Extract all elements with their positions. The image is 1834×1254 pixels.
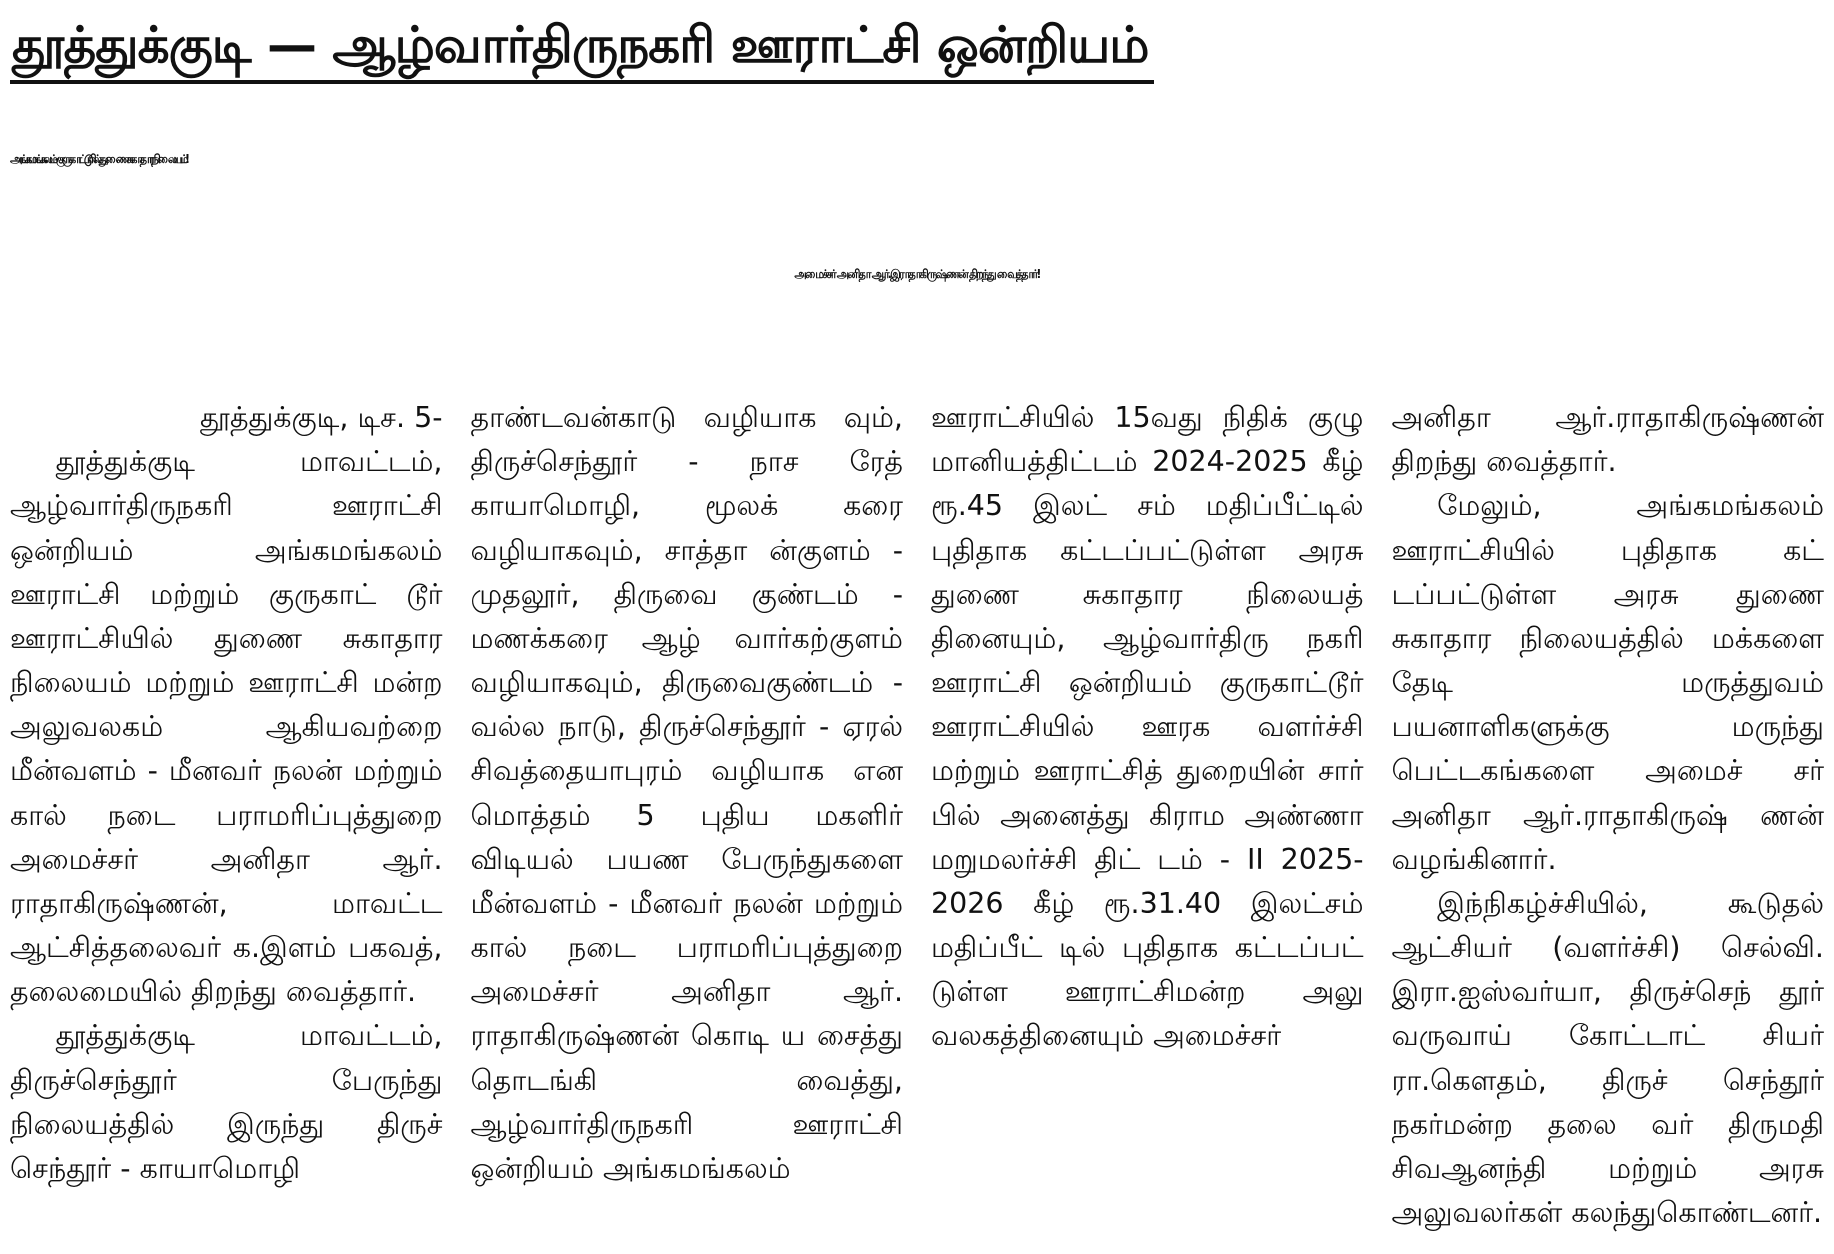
- section-kicker: தூத்துக்குடி — ஆழ்வார்திருநகரி ஊராட்சி ஒன்றியம்: [10, 14, 1154, 84]
- paragraph: மேலும், அங்கமங்கலம் ஊராட்சியில் புதிதாக கட் டப்பட்டுள்ள அரசு துணை சுகாதார நிலையத்தில் மக்களை தேடி மருத்துவம் பயனாளிகளுக்கு மருந்து பெட்டகங்களை அமைச் சர் அனிதா ஆர்.ராதாகிருஷ் ணன் வழங்கினார்.: [1391, 489, 1824, 876]
- article-column-2: [471, 396, 904, 1246]
- paragraph: தாண்டவன்காடு வழியாக வும், திருச்செந்தூர் - நாச ரேத் காயாமொழி, மூலக் கரை வழியாகவும், சாத்தா ன்குளம் - முதலூர், திருவை குண்டம் - மணக்கரை ஆழ் வார்கற்குளம் வழியாகவும், திருவைகுண்டம் - வல்ல நாடு, திருச்செந்தூர் - ஏரல் சிவத்தையாபுரம் வழியாக என மொத்தம் 5 புதிய மகளிர் விடியல் பயண பேருந்துகளை மீன்வளம் - மீனவர் நலன் மற்றும் கால் நடை பராமரிப்புத்துறை அமைச்சர் அனிதா ஆர். ராதாகிருஷ்ணன் கொடி ய சைத்து தொடங்கி வைத்து, ஆழ்வார்திருநகரி ஊராட்சி ஒன்றியம் அங்கமங்கலம்: [470, 401, 903, 1185]
- dateline: தூத்துக்குடி, டிச. 5-: [199, 401, 443, 434]
- article-column-3: [931, 396, 1364, 1246]
- paragraph: தூத்துக்குடி மாவட்டம், திருச்செந்தூர் பேருந்து நிலையத்தில் இருந்து திருச் செந்தூர் - காயாமொழி: [10, 1019, 443, 1185]
- paragraph: அனிதா ஆர்.ராதாகிருஷ்ணன் திறந்து வைத்தார்.: [1391, 401, 1824, 479]
- paragraph: ஊராட்சியில் 15வது நிதிக் குழு மானியத்திட்டம் 2024-2025 கீழ் ரூ.45 இலட் சம் மதிப்பீட்டில் புதிதாக கட்டப்பட்டுள்ள அரசு துணை சுகாதார நிலையத் தினையும், ஆழ்வார்திரு நகரி ஊராட்சி ஒன்றியம் குருகாட்டூர் ஊராட்சியில் ஊரக வளர்ச்சி மற்றும் ஊராட்சித் துறையின் சார் பில் அனைத்து கிராம அண்ணா மறுமலர்ச்சி திட் டம் - II 2025-2026 கீழ் ரூ.31.40 இலட்சம் மதிப்பீட் டில் புதிதாக கட்டப்பட் டுள்ள ஊராட்சிமன்ற அலு வலகத்தினையும் அமைச்சர்: [931, 401, 1364, 1053]
- article-column-4: [1392, 396, 1825, 1246]
- paragraph: இந்நிகழ்ச்சியில், கூடுதல் ஆட்சியர் (வளர்ச்சி) செல்வி. இரா.ஐஸ்வர்யா, திருச்செந் தூர் வருவாய் கோட்டாட் சியர் ரா.கௌதம், திருச் செந்தூர் நகர்மன்ற தலை வர் திருமதி சிவஆனந்தி மற்றும் அரசு அலுவலர்கள் கலந்துகொண்டனர்.: [1391, 886, 1824, 1230]
- headline: அங்கமங்கலம் - குருகாட்டூரில் துணை சுகாதார நிலையம்!: [10, 152, 187, 166]
- article-column-1: [10, 396, 443, 1246]
- paragraph: தூத்துக்குடி மாவட்டம், ஆழ்வார்திருநகரி ஊராட்சி ஒன்றியம் அங்கமங்கலம் ஊராட்சி மற்றும் குருகாட் டூர் ஊராட்சியில் துணை சுகாதார நிலையம் மற்றும் ஊராட்சி மன்ற அலுவலகம் ஆகியவற்றை மீன்வளம் - மீனவர் நலன் மற்றும் கால் நடை பராமரிப்புத்துறை அமைச்சர் அனிதா ஆர். ராதாகிருஷ்ணன், மாவட்ட ஆட்சித்தலைவர் க.இளம் பகவத், தலைமையில் திறந்து வைத்தார்.: [10, 445, 443, 1009]
- subheadline: அமைச்சர் அனிதா ஆர்.இராதாகிருஷ்ணன் திறந்து வைத்தார்!: [794, 267, 1040, 281]
- article-body: [10, 396, 1824, 1246]
